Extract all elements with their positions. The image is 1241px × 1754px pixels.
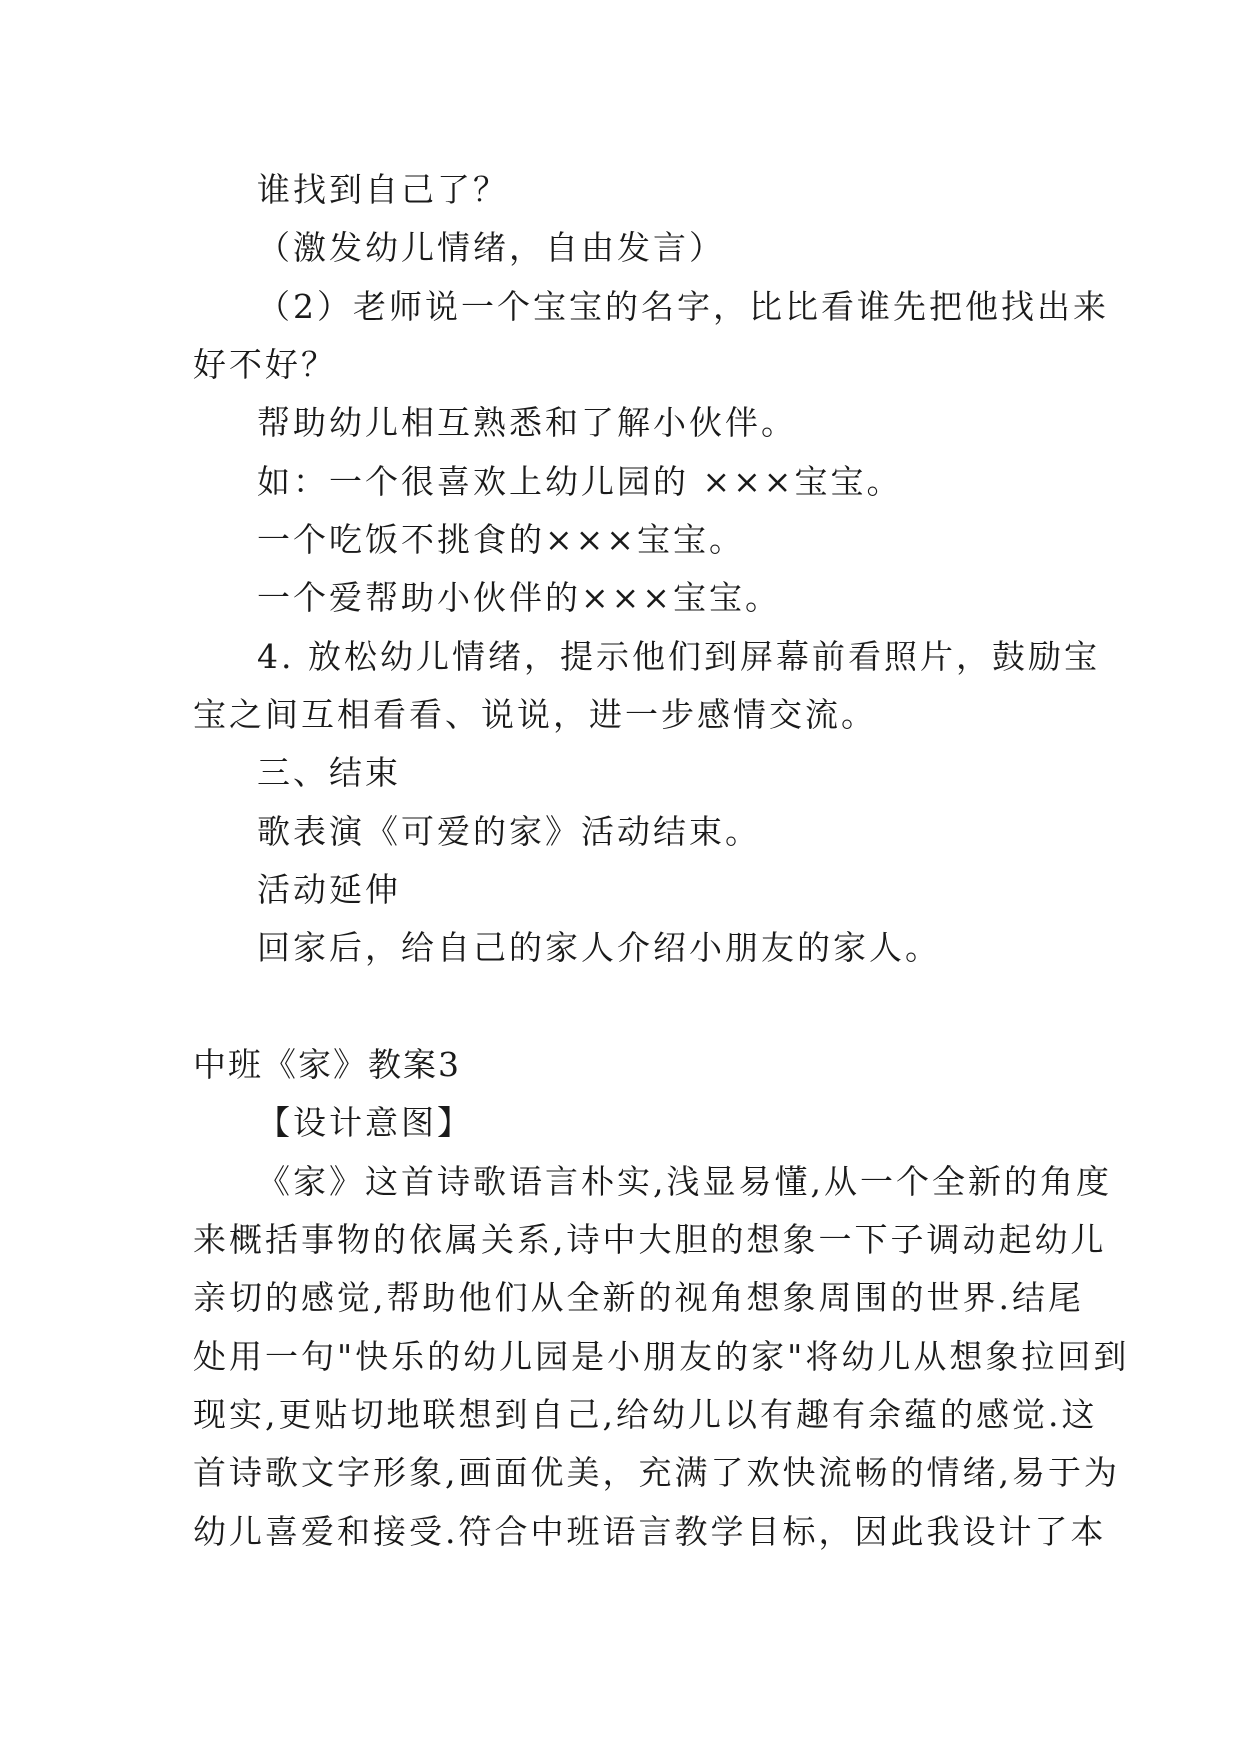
text-line: （2）老师说一个宝宝的名字，比比看谁先把他找出来	[257, 287, 1109, 326]
text-line: 歌表演《可爱的家》活动结束。	[257, 812, 761, 851]
text-line: 处用一句"快乐的幼儿园是小朋友的家"将幼儿从想象拉回到	[193, 1337, 1130, 1376]
text-line: 来概括事物的依属关系,诗中大胆的想象一下子调动起幼儿	[193, 1220, 1107, 1259]
section-heading: 活动延伸	[257, 870, 401, 909]
text-line: 如：一个很喜欢上幼儿园的 ×××宝宝。	[257, 462, 903, 501]
text-line: 亲切的感觉,帮助他们从全新的视角想象周围的世界.结尾	[193, 1278, 1084, 1317]
text-line: 《家》这首诗歌语言朴实,浅显易懂,从一个全新的角度	[257, 1162, 1112, 1201]
text-line: （激发幼儿情绪，自由发言）	[257, 228, 725, 267]
text-line: 一个吃饭不挑食的×××宝宝。	[257, 520, 745, 559]
text-line: 首诗歌文字形象,画面优美，充满了欢快流畅的情绪,易于为	[193, 1453, 1120, 1492]
text-line: 幼儿喜爱和接受.符合中班语言教学目标，因此我设计了本	[193, 1512, 1107, 1551]
section-heading: 三、结束	[257, 753, 401, 792]
text-line: 宝之间互相看看、说说，进一步感情交流。	[193, 695, 877, 734]
document-title: 中班《家》教案3	[193, 1045, 461, 1084]
text-line: 帮助幼儿相互熟悉和了解小伙伴。	[257, 403, 797, 442]
text-line: 回家后，给自己的家人介绍小朋友的家人。	[257, 928, 941, 967]
text-line: 4. 放松幼儿情绪，提示他们到屏幕前看照片，鼓励宝	[257, 637, 1100, 676]
text-line: 谁找到自己了？	[257, 170, 509, 209]
section-heading: 【设计意图】	[257, 1103, 473, 1142]
text-line: 一个爱帮助小伙伴的×××宝宝。	[257, 578, 781, 617]
text-line: 好不好？	[193, 345, 337, 384]
text-line: 现实,更贴切地联想到自己,给幼儿以有趣有余蕴的感觉.这	[193, 1395, 1098, 1434]
